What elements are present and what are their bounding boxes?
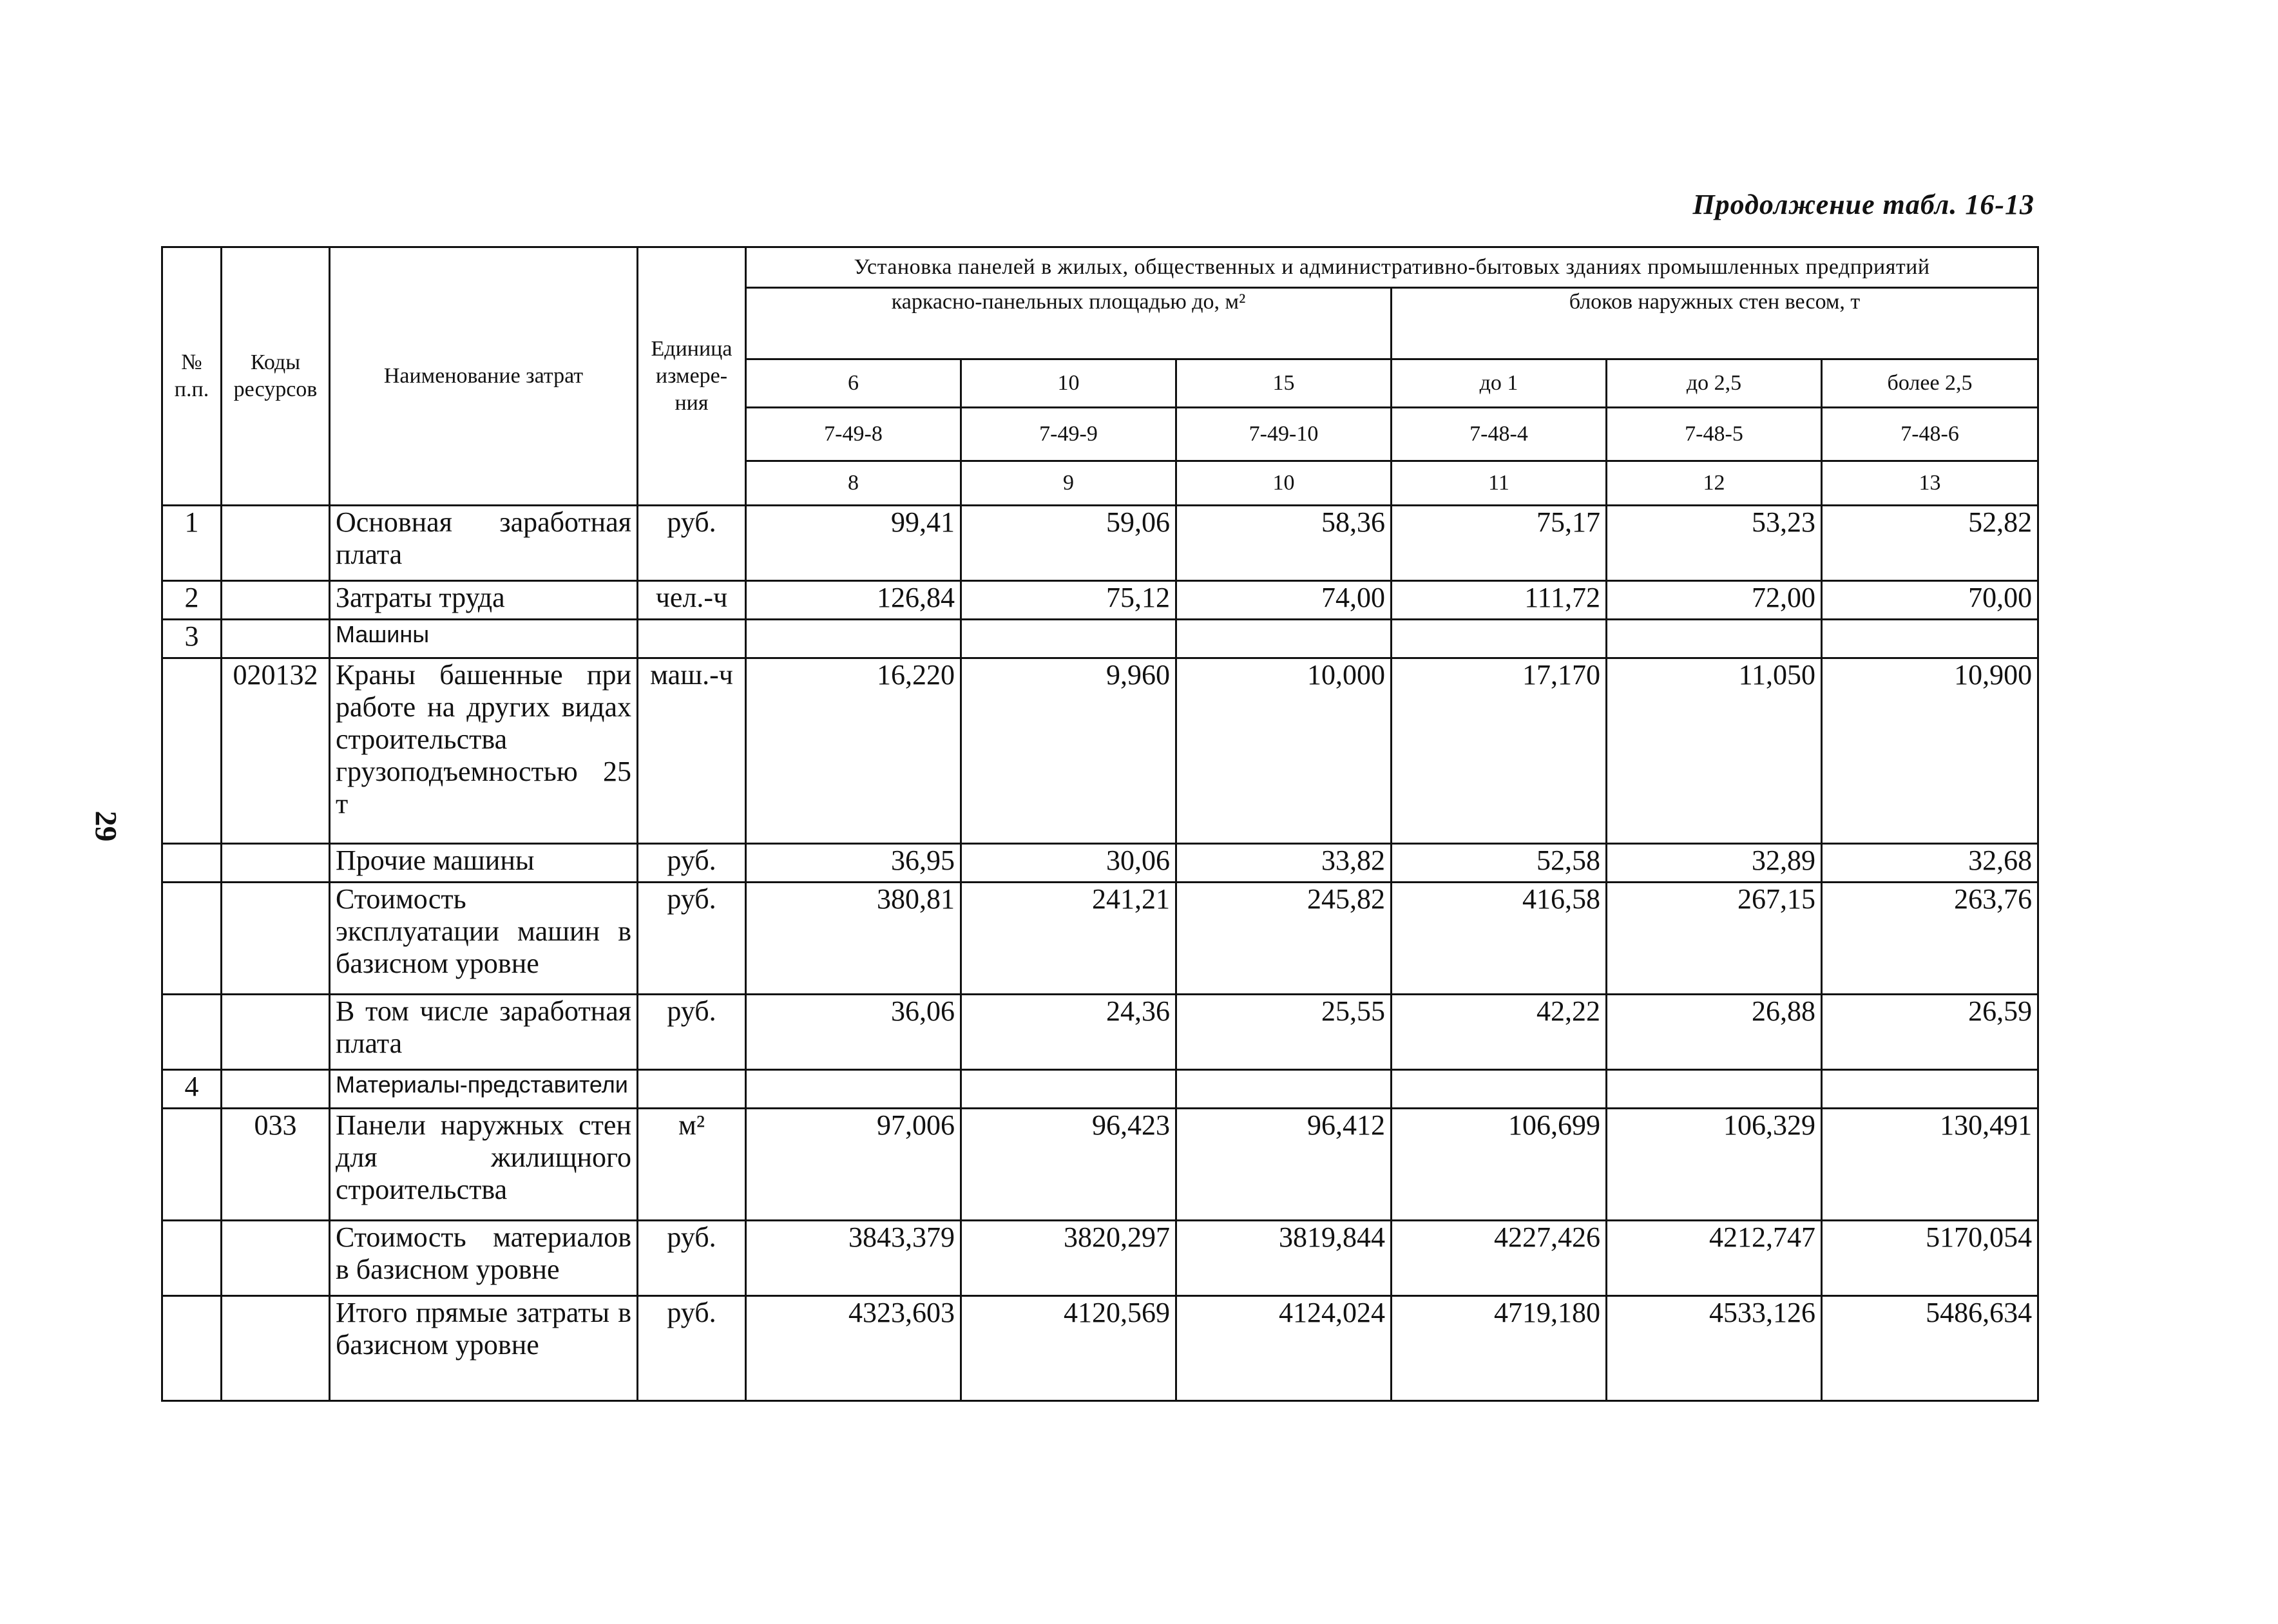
table-continuation-caption: Продолжение табл. 16-13: [1692, 189, 2034, 220]
value-cell: 75,17: [1392, 506, 1607, 581]
table-row: [162, 883, 2038, 995]
value-cell: 26,88: [1607, 994, 1822, 1069]
value-cell: 106,699: [1392, 1109, 1607, 1221]
value-cell: 33,82: [1176, 843, 1392, 882]
header-norm-code: 7-49-10: [1176, 408, 1392, 461]
header-column-number: 11: [1392, 461, 1607, 506]
value-cell: 10,900: [1822, 658, 2038, 843]
unit: чел.-ч: [638, 581, 746, 620]
row-number: 3: [162, 620, 222, 658]
value-cell: [1607, 1069, 1822, 1108]
resource-code: [222, 1220, 330, 1295]
table-row: [162, 843, 2038, 882]
value-cell: 380,81: [746, 883, 961, 995]
table-row: [162, 658, 2038, 843]
value-cell: 96,412: [1176, 1109, 1392, 1221]
value-cell: [1822, 620, 2038, 658]
header-group-wall-blocks: блоков наружных стен весом, т: [1392, 288, 2038, 359]
value-cell: 26,59: [1822, 994, 2038, 1069]
cost-name: Краны башенные при работе на других видах строительства грузоподъемностью 25 т: [330, 658, 638, 843]
header-name: Наименование затрат: [330, 247, 638, 506]
value-cell: 3819,844: [1176, 1220, 1392, 1295]
value-cell: 25,55: [1176, 994, 1392, 1069]
value-cell: 72,00: [1607, 581, 1822, 620]
value-cell: 52,82: [1822, 506, 2038, 581]
value-cell: 5170,054: [1822, 1220, 2038, 1295]
table-row: [162, 1296, 2038, 1401]
value-cell: 245,82: [1176, 883, 1392, 995]
value-cell: 32,89: [1607, 843, 1822, 882]
header-norm-code: 7-48-6: [1822, 408, 2038, 461]
page-number: 29: [88, 810, 123, 842]
unit: руб.: [638, 506, 746, 581]
header-column-number: 9: [961, 461, 1176, 506]
value-cell: 32,68: [1822, 843, 2038, 882]
value-cell: 267,15: [1607, 883, 1822, 995]
value-cell: 59,06: [961, 506, 1176, 581]
value-cell: 4124,024: [1176, 1296, 1392, 1401]
value-cell: 99,41: [746, 506, 961, 581]
unit: руб.: [638, 1220, 746, 1295]
value-cell: [1176, 620, 1392, 658]
resource-code: [222, 994, 330, 1069]
value-cell: [1392, 620, 1607, 658]
unit: м²: [638, 1109, 746, 1221]
resource-code: 020132: [222, 658, 330, 843]
value-cell: 16,220: [746, 658, 961, 843]
unit: [638, 1069, 746, 1108]
header-param: 10: [961, 359, 1176, 408]
resource-code: [222, 1296, 330, 1401]
value-cell: [961, 620, 1176, 658]
cost-name: Стоимость материалов в базисном уровне: [330, 1220, 638, 1295]
value-cell: 126,84: [746, 581, 961, 620]
value-cell: 4227,426: [1392, 1220, 1607, 1295]
value-cell: 52,58: [1392, 843, 1607, 882]
value-cell: [746, 620, 961, 658]
table-row: [162, 506, 2038, 581]
value-cell: 4533,126: [1607, 1296, 1822, 1401]
value-cell: 53,23: [1607, 506, 1822, 581]
value-cell: [1392, 1069, 1607, 1108]
value-cell: 36,95: [746, 843, 961, 882]
unit: маш.-ч: [638, 658, 746, 843]
value-cell: 111,72: [1392, 581, 1607, 620]
header-norm-code: 7-48-5: [1607, 408, 1822, 461]
table-row: [162, 1109, 2038, 1221]
header-column-number: 12: [1607, 461, 1822, 506]
table-row: [162, 581, 2038, 620]
value-cell: 9,960: [961, 658, 1176, 843]
cost-name: Прочие машины: [330, 843, 638, 882]
header-norm-code: 7-48-4: [1392, 408, 1607, 461]
row-number: [162, 1220, 222, 1295]
cost-name: Итого прямые затраты в базисном уровне: [330, 1296, 638, 1401]
unit: руб.: [638, 883, 746, 995]
header-param: 6: [746, 359, 961, 408]
header-no: № п.п.: [162, 247, 222, 506]
row-number: [162, 843, 222, 882]
unit: [638, 620, 746, 658]
header-column-number: 10: [1176, 461, 1392, 506]
row-number: 1: [162, 506, 222, 581]
table-row: [162, 620, 2038, 658]
value-cell: 3843,379: [746, 1220, 961, 1295]
value-cell: [746, 1069, 961, 1108]
table-row: [162, 994, 2038, 1069]
value-cell: [1822, 1069, 2038, 1108]
header-param: до 1: [1392, 359, 1607, 408]
header-codes: Коды ресурсов: [222, 247, 330, 506]
resource-code: [222, 883, 330, 995]
header-column-number: 13: [1822, 461, 2038, 506]
value-cell: 17,170: [1392, 658, 1607, 843]
group-heading-materials: Материалы-представители: [330, 1069, 638, 1108]
value-cell: 96,423: [961, 1109, 1176, 1221]
value-cell: 4719,180: [1392, 1296, 1607, 1401]
value-cell: 106,329: [1607, 1109, 1822, 1221]
resource-code: [222, 620, 330, 658]
row-number: [162, 1296, 222, 1401]
value-cell: 36,06: [746, 994, 961, 1069]
cost-name: В том числе заработная плата: [330, 994, 638, 1069]
table-row: [162, 1220, 2038, 1295]
value-cell: 130,491: [1822, 1109, 2038, 1221]
cost-name: Панели наружных стен для жилищного строительства: [330, 1109, 638, 1221]
header-unit: Единица измере- ния: [638, 247, 746, 506]
value-cell: 5486,634: [1822, 1296, 2038, 1401]
value-cell: 4323,603: [746, 1296, 961, 1401]
header-column-number: 8: [746, 461, 961, 506]
value-cell: 416,58: [1392, 883, 1607, 995]
resource-code: 033: [222, 1109, 330, 1221]
value-cell: [1176, 1069, 1392, 1108]
value-cell: 75,12: [961, 581, 1176, 620]
resource-code: [222, 1069, 330, 1108]
header-param: до 2,5: [1607, 359, 1822, 408]
header-main-title: Установка панелей в жилых, общественных и административно-бытовых зданиях промышленных предприятий: [746, 247, 2038, 288]
value-cell: 263,76: [1822, 883, 2038, 995]
table-row: [162, 1069, 2038, 1108]
resource-cost-table: [161, 246, 2039, 1402]
header-param: более 2,5: [1822, 359, 2038, 408]
row-number: [162, 883, 222, 995]
row-number: 4: [162, 1069, 222, 1108]
header-norm-code: 7-49-9: [961, 408, 1176, 461]
resource-code: [222, 843, 330, 882]
value-cell: 70,00: [1822, 581, 2038, 620]
header-param: 15: [1176, 359, 1392, 408]
value-cell: 74,00: [1176, 581, 1392, 620]
row-number: [162, 994, 222, 1069]
value-cell: 241,21: [961, 883, 1176, 995]
row-number: [162, 658, 222, 843]
resource-code: [222, 581, 330, 620]
value-cell: 4120,569: [961, 1296, 1176, 1401]
value-cell: 4212,747: [1607, 1220, 1822, 1295]
value-cell: 24,36: [961, 994, 1176, 1069]
row-number: 2: [162, 581, 222, 620]
unit: руб.: [638, 843, 746, 882]
header-group-frame-panels: каркасно-панельных площадью до, м²: [746, 288, 1392, 359]
value-cell: 58,36: [1176, 506, 1392, 581]
value-cell: [961, 1069, 1176, 1108]
value-cell: 3820,297: [961, 1220, 1176, 1295]
cost-name: Основная заработная плата: [330, 506, 638, 581]
cost-name: Затраты труда: [330, 581, 638, 620]
row-number: [162, 1109, 222, 1221]
group-heading-machines: Машины: [330, 620, 638, 658]
value-cell: 30,06: [961, 843, 1176, 882]
value-cell: [1607, 620, 1822, 658]
unit: руб.: [638, 1296, 746, 1401]
value-cell: 10,000: [1176, 658, 1392, 843]
value-cell: 42,22: [1392, 994, 1607, 1069]
value-cell: 97,006: [746, 1109, 961, 1221]
cost-name: Стоимость эксплуатации машин в базисном уровне: [330, 883, 638, 995]
unit: руб.: [638, 994, 746, 1069]
resource-code: [222, 506, 330, 581]
header-norm-code: 7-49-8: [746, 408, 961, 461]
value-cell: 11,050: [1607, 658, 1822, 843]
